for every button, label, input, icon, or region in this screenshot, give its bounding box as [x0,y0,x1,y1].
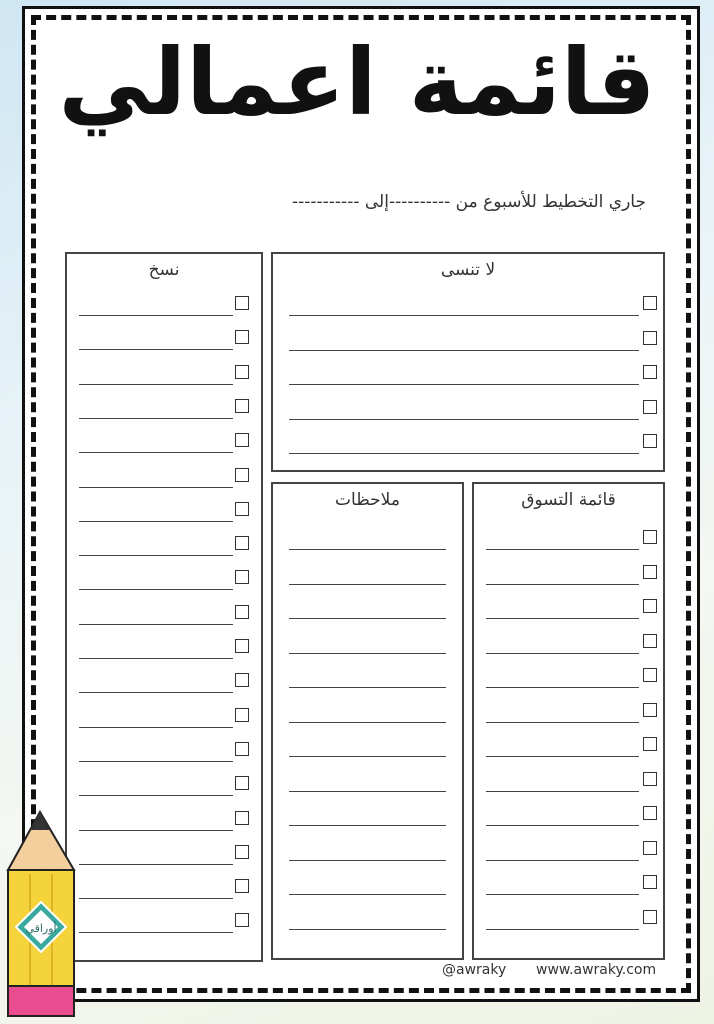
copy-writing-line[interactable] [79,932,233,933]
copy-checkbox[interactable] [235,879,249,893]
shopping-writing-line[interactable] [486,929,639,930]
shopping-row [474,689,663,723]
svg-text:أوراقي: أوراقي [25,922,57,935]
copy-checkbox[interactable] [235,536,249,550]
notes-row [273,758,462,792]
copy-checkbox[interactable] [235,811,249,825]
copy-row [67,419,261,453]
dont-forget-checkbox[interactable] [643,434,657,448]
copy-row [67,282,261,316]
notes-row [273,827,462,861]
copy-checkbox[interactable] [235,399,249,413]
shopping-checkbox[interactable] [643,599,657,613]
copy-row [67,865,261,899]
copy-checkbox[interactable] [235,708,249,722]
shopping-checkbox[interactable] [643,772,657,786]
copy-checkbox[interactable] [235,468,249,482]
shopping-row [474,792,663,826]
shopping-checkbox[interactable] [643,841,657,855]
copy-row [67,797,261,831]
dont-forget-checkbox[interactable] [643,296,657,310]
copy-checkbox[interactable] [235,433,249,447]
pencil-eraser [8,986,74,1016]
notes-row [273,585,462,619]
copy-row [67,385,261,419]
copy-row [67,316,261,350]
copy-row [67,556,261,590]
notes-row [273,620,462,654]
shopping-checkbox[interactable] [643,668,657,682]
dont-forget-row [273,317,663,351]
pencil-lead [30,812,50,830]
copy-checkbox[interactable] [235,673,249,687]
copy-checkbox[interactable] [235,365,249,379]
shopping-checkbox[interactable] [643,634,657,648]
dont-forget-section [271,252,665,472]
copy-row [67,625,261,659]
copy-row [67,488,261,522]
copy-row [67,659,261,693]
dont-forget-checkbox[interactable] [643,400,657,414]
shopping-checkbox[interactable] [643,703,657,717]
notes-section [271,482,464,960]
dont-forget-row [273,420,663,454]
notes-row [273,551,462,585]
shopping-list-section-title: قائمة التسوق [521,490,616,510]
shopping-row [474,551,663,585]
copy-row [67,351,261,385]
notes-row [273,723,462,757]
copy-checkbox[interactable] [235,913,249,927]
copy-row [67,762,261,796]
dont-forget-row [273,282,663,316]
dont-forget-writing-line[interactable] [289,453,639,454]
shopping-list-section [472,482,665,960]
dont-forget-checkbox[interactable] [643,365,657,379]
shopping-checkbox[interactable] [643,806,657,820]
copy-checkbox[interactable] [235,776,249,790]
shopping-checkbox[interactable] [643,910,657,924]
notes-section-title: ملاحظات [335,490,400,510]
copy-row [67,831,261,865]
dont-forget-row [273,386,663,420]
shopping-row [474,620,663,654]
shopping-row [474,758,663,792]
copy-checkbox[interactable] [235,605,249,619]
dont-forget-row [273,351,663,385]
copy-checkbox[interactable] [235,570,249,584]
shopping-checkbox[interactable] [643,565,657,579]
notes-row [273,689,462,723]
dont-forget-checkbox[interactable] [643,331,657,345]
shopping-checkbox[interactable] [643,530,657,544]
shopping-row [474,654,663,688]
shopping-row [474,585,663,619]
notes-row [273,654,462,688]
shopping-row [474,861,663,895]
notes-writing-line[interactable] [289,929,446,930]
planning-week-line: جاري التخطيط للأسبوع من ----------إلى ----------- [291,192,646,212]
shopping-row [474,723,663,757]
dont-forget-section-title: لا تنسى [440,260,496,280]
shopping-checkbox[interactable] [643,737,657,751]
copy-row [67,522,261,556]
shopping-row [474,827,663,861]
copy-section [65,252,263,962]
shopping-row [474,516,663,550]
copy-row [67,694,261,728]
copy-section-title: نسخ [148,260,180,280]
notes-row [273,896,462,930]
copy-row [67,454,261,488]
page-title: قائمة اعمالي [58,29,656,136]
copy-checkbox[interactable] [235,845,249,859]
pencil-illustration [0,810,90,1020]
copy-row [67,728,261,762]
copy-checkbox[interactable] [235,296,249,310]
copy-row [67,591,261,625]
shopping-row [474,896,663,930]
copy-checkbox[interactable] [235,639,249,653]
shopping-checkbox[interactable] [643,875,657,889]
copy-checkbox[interactable] [235,502,249,516]
notes-row [273,516,462,550]
copy-checkbox[interactable] [235,742,249,756]
notes-row [273,861,462,895]
copy-checkbox[interactable] [235,330,249,344]
notes-row [273,792,462,826]
footer-handle: @awraky [442,962,507,978]
footer-website: www.awraky.com [536,962,657,978]
copy-row [67,899,261,933]
